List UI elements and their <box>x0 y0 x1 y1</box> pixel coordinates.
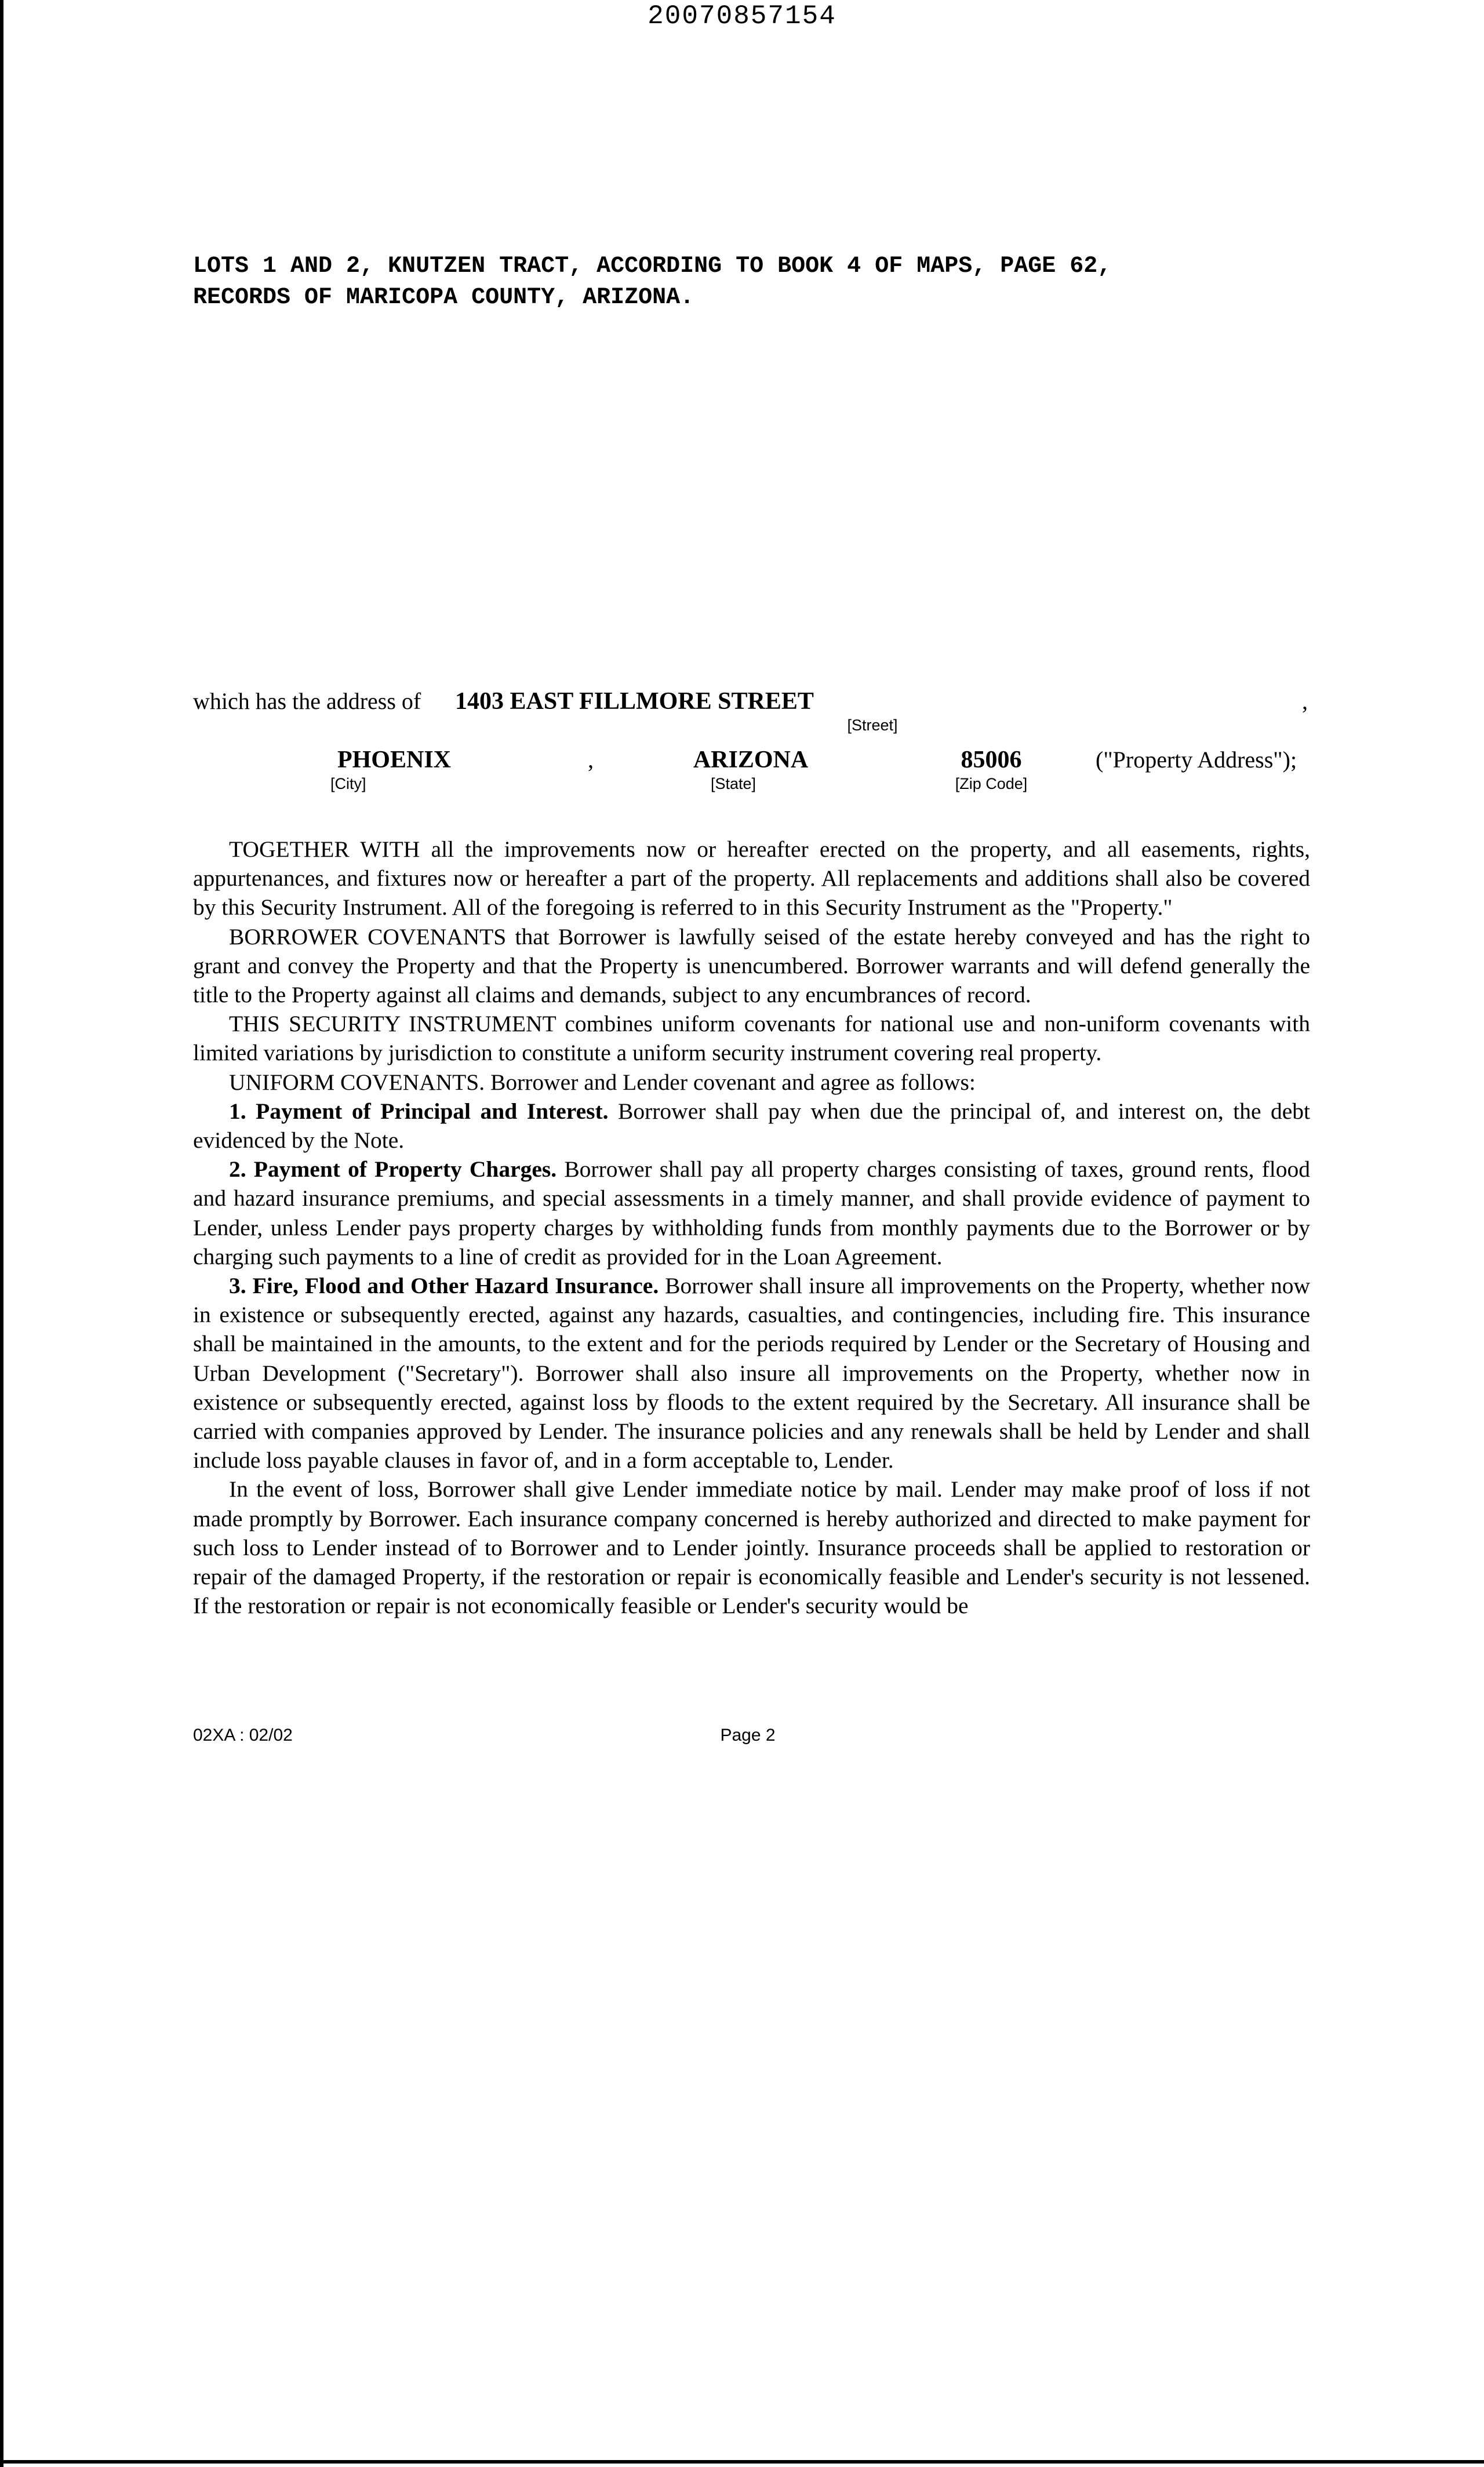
section-3-heading: 3. Fire, Flood and Other Hazard Insurance. <box>229 1273 659 1299</box>
zip-label: [Zip Code] <box>955 775 1028 792</box>
section-3-paragraph <box>193 1271 1310 1475</box>
legal-description <box>193 251 1352 314</box>
page-number: Page 2 <box>720 1726 776 1745</box>
section-3-text: Borrower shall insure all improvements on the Property, whether now in existence or subsequently erected, against any hazards, casualties, and contingencies, including fire. This insurance shall be maintained in the amounts, to the extent and for the periods required by Lender or the Secretary of Housing and Urban Development ("Secretary"). Borrower shall also insure all improvements on the Property, whether now in existence or subsequently erected, against loss by floods to the extent required by the Secretary. All insurance shall be carried with companies approved by Lender. The insurance policies and any renewals shall be held by Lender and shall include loss payable clauses in favor of, and in a form acceptable to, Lender. <box>193 1273 1311 1473</box>
security-instrument-paragraph: THIS SECURITY INSTRUMENT combines uniform covenants for national use and non-uniform covenants with limited variations by jurisdiction to constitute a uniform security instrument covering real property. <box>193 1011 1310 1066</box>
scan-bottom-border <box>0 2460 1484 2464</box>
street-value: 1403 EAST FILLMORE STREET <box>455 688 814 715</box>
covenants-text <box>193 835 1310 1620</box>
street-label: [Street] <box>847 716 898 734</box>
together-with-paragraph: TOGETHER WITH all the improvements now or hereafter erected on the property, and all easements, rights, appurtenances, and fixtures now or hereafter a part of the property. All replacements and additions shall also be covered by this Security Instrument. All of the foregoing is referred to in this Security Instrument as the "Property." <box>193 836 1310 920</box>
legal-description-line: LOTS 1 AND 2, KNUTZEN TRACT, ACCORDING TO BOOK 4 OF MAPS, PAGE 62, <box>193 253 1112 279</box>
street-comma: , <box>1302 688 1308 714</box>
city-label: [City] <box>330 775 366 792</box>
section-1-text: Borrower shall pay when due the principal of, and interest on, the debt evidenced by the Note. <box>193 1098 1311 1154</box>
section-1-heading: 1. Payment of Principal and Interest. <box>229 1098 609 1124</box>
uniform-covenants-paragraph: UNIFORM COVENANTS. Borrower and Lender covenant and agree as follows: <box>229 1069 976 1095</box>
state-value: ARIZONA <box>693 747 809 773</box>
section-2-text: Borrower shall pay all property charges consisting of taxes, ground rents, flood and hazard insurance premiums, and special assessments in a timely manner, and shall provide evidence of payment to Lender, unless Lender pays property charges by withholding funds from monthly payments due to the Borrower or by charging such payments to a line of credit as provided for in the Loan Agreement. <box>193 1156 1311 1269</box>
form-code: 02XA : 02/02 <box>193 1726 293 1745</box>
scan-left-border <box>0 0 3 2467</box>
borrower-covenants-paragraph: BORROWER COVENANTS that Borrower is lawfully seised of the estate hereby conveyed and has the right to grant and convey the Property and that the Property is unencumbered. Borrower warrants and will defend generally the title to the Property against all claims and demands, subject to any encumbrances of record. <box>193 923 1310 1008</box>
loss-paragraph: In the event of loss, Borrower shall give Lender immediate notice by mail. Lender may make proof of loss if not made promptly by Borrower. Each insurance company concerned is hereby authorized and directed to make payment for such loss to Lender instead of to Borrower and to Lender jointly. Insurance proceeds shall be applied to restoration or repair of the damaged Property, if the restoration or repair is economically feasible and Lender's security is not lessened. If the restoration or repair is not economically feasible or Lender's security would be <box>193 1476 1310 1619</box>
property-address-suffix: ("Property Address"); <box>1096 747 1297 773</box>
zip-value: 85006 <box>961 747 1022 773</box>
city-comma: , <box>588 747 594 773</box>
address-intro: which has the address of <box>193 688 421 714</box>
recording-number: 20070857154 <box>648 1 836 31</box>
section-2-paragraph <box>193 1155 1310 1271</box>
legal-description-line: RECORDS OF MARICOPA COUNTY, ARIZONA. <box>193 285 694 311</box>
section-2-heading: 2. Payment of Property Charges. <box>229 1156 557 1182</box>
state-label: [State] <box>710 775 756 792</box>
city-value: PHOENIX <box>337 747 451 773</box>
section-1-paragraph <box>193 1097 1310 1155</box>
